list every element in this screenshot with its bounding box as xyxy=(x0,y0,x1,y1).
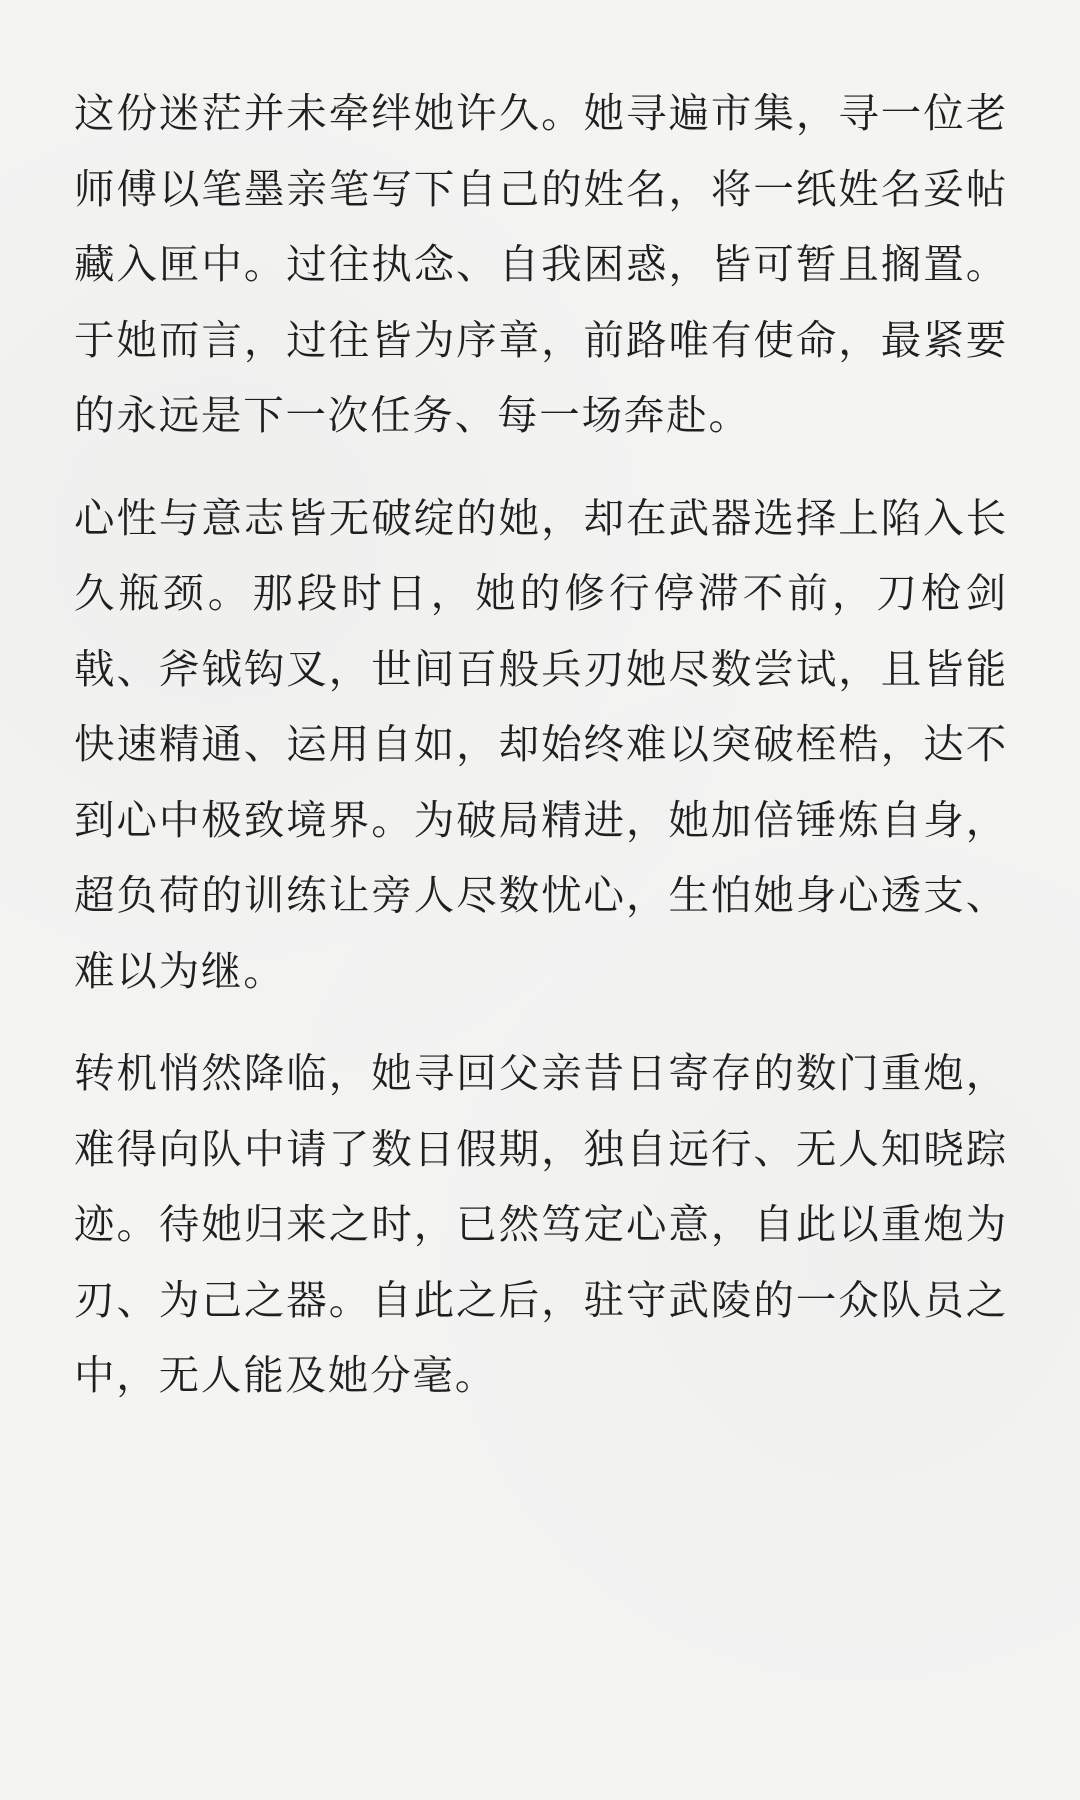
paragraph-3: 转机悄然降临，她寻回父亲昔日寄存的数门重炮，难得向队中请了数日假期，独自远行、无人知晓踪迹。待她归来之时，已然笃定心意，自此以重炮为刃、为己之器。自此之后，驻守武陵的一众队员之中，无人能及她分毫。 xyxy=(74,1049,1008,1399)
paragraph-2: 心性与意志皆无破绽的她，却在武器选择上陷入长久瓶颈。那段时日，她的修行停滞不前，刀枪剑戟、斧钺钩叉，世间百般兵刃她尽数尝试，且皆能快速精通、运用自如，却始终难以突破桎梏，达不到心中极致境界。为破局精进，她加倍锤炼自身，超负荷的训练让旁人尽数忧心，生怕她身心透支、难以为继。 xyxy=(74,493,1008,995)
article-body xyxy=(74,76,1008,1414)
paragraph-1: 这份迷茫并未牵绊她许久。她寻遍市集，寻一位老师傅以笔墨亲笔写下自己的姓名，将一纸姓名妥帖藏入匣中。过往执念、自我困惑，皆可暂且搁置。于她而言，过往皆为序章，前路唯有使命，最紧要的永远是下一次任务、每一场奔赴。 xyxy=(74,89,1008,439)
